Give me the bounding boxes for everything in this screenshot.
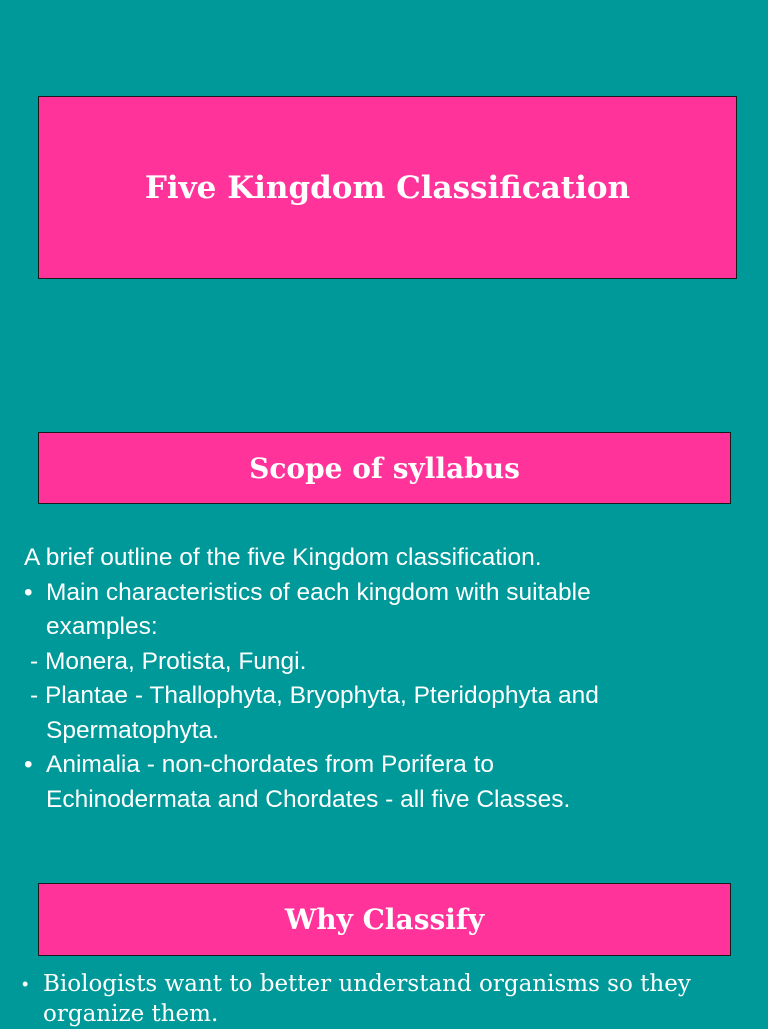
list-item: [24, 748, 744, 817]
list-item-text: [46, 748, 570, 817]
sub-item-continued: Spermatophyta.: [46, 716, 219, 744]
scope-heading: Scope of syllabus: [249, 451, 520, 485]
list-item: [24, 576, 744, 645]
why-classify-heading: Why Classify: [284, 903, 485, 936]
title-banner: [38, 96, 737, 279]
scope-heading-banner: [38, 432, 731, 504]
list-item-text: [46, 576, 591, 645]
bullet-icon: •: [24, 578, 33, 606]
bullet-icon: •: [24, 751, 33, 778]
list-item-line: Biologists want to better understand organisms so they: [43, 971, 691, 997]
sub-item: - Monera, Protista, Fungi.: [30, 647, 307, 675]
sub-item: - Plantae - Thallophyta, Bryophyta, Pteridophyta and: [30, 682, 599, 709]
list-item-line: organize them.: [43, 1001, 219, 1027]
bullet-icon: •: [22, 974, 29, 994]
list-item: [22, 969, 752, 1029]
list-item-line: examples:: [46, 613, 158, 640]
why-classify-list: [22, 969, 752, 1029]
why-classify-banner: [38, 883, 731, 956]
list-item-line: Animalia - non-chordates from Porifera to: [46, 751, 494, 778]
outline-intro: A brief outline of the five Kingdom classification.: [24, 544, 542, 571]
list-item-text: [43, 969, 691, 1029]
slide-title: Five Kingdom Classification: [144, 169, 631, 206]
list-item-line: Echinodermata and Chordates - all five Classes.: [46, 785, 571, 813]
syllabus-outline: [24, 541, 744, 817]
list-item-line: Main characteristics of each kingdom with suitable: [46, 578, 591, 606]
